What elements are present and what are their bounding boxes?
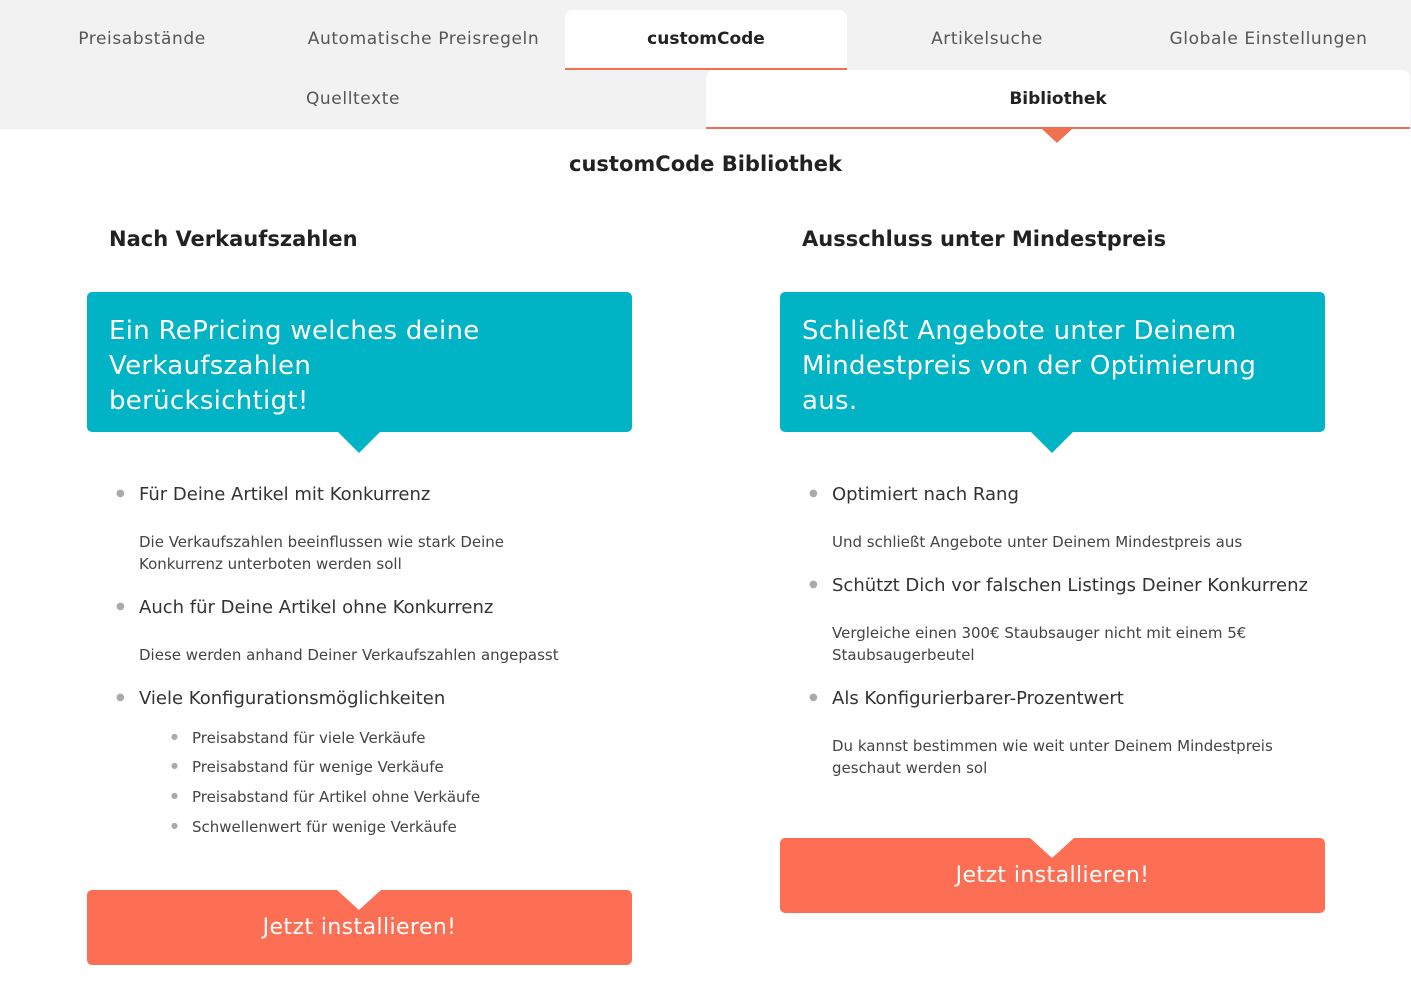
- right-teaser-arrow: [1030, 431, 1074, 453]
- right-feature-3-desc: Du kannst bestimmen wie weit unter Deinem Mindestpreis geschaut werden sol: [832, 737, 1273, 777]
- right-teaser-text: Schließt Angebote unter Deinem Mindestpreis von der Optimierung aus.: [802, 316, 1257, 416]
- left-feature-2-desc: Diese werden anhand Deiner Verkaufszahlen angepasst: [139, 646, 559, 664]
- tab-bibliothek[interactable]: Bibliothek: [706, 70, 1410, 129]
- left-card-title: Nach Verkaufszahlen: [109, 227, 358, 251]
- left-sub-item: ● Preisabstand für viele Verkäufe: [171, 729, 426, 747]
- left-feature-1: ● Für Deine Artikel mit Konkurrenz: [116, 484, 431, 505]
- right-feature-2: ● Schützt Dich vor falschen Listings Deiner Konkurrenz: [809, 575, 1308, 596]
- left-feature-2: ● Auch für Deine Artikel ohne Konkurrenz: [116, 597, 494, 618]
- left-install-label: Jetzt installieren!: [262, 915, 457, 940]
- active-tab-indicator: [1042, 129, 1072, 143]
- tab-quelltexte[interactable]: Quelltexte: [305, 89, 401, 109]
- right-feature-3: ● Als Konfigurierbarer-Prozentwert: [809, 688, 1124, 709]
- tab-preisabstaende[interactable]: Preisabstände: [78, 29, 206, 49]
- tab-automatische-preisregeln[interactable]: Automatische Preisregeln: [307, 29, 540, 49]
- left-sub-item: ● Schwellenwert für wenige Verkäufe: [171, 818, 457, 836]
- tab-customcode[interactable]: customCode: [565, 10, 847, 70]
- left-feature-1-desc: Die Verkaufszahlen beeinflussen wie stark Deine Konkurrenz unterboten werden soll: [139, 533, 505, 573]
- tab-globale-einstellungen[interactable]: Globale Einstellungen: [1169, 29, 1368, 49]
- right-feature-2-desc: Vergleiche einen 300€ Staubsauger nicht mit einem 5€ Staubsaugerbeutel: [832, 624, 1247, 664]
- right-feature-1-desc: Und schließt Angebote unter Deinem Mindestpreis aus: [832, 533, 1243, 551]
- right-button-notch: [1030, 838, 1074, 858]
- right-feature-1: ● Optimiert nach Rang: [809, 484, 1019, 505]
- left-teaser-arrow: [337, 431, 381, 453]
- tab-artikelsuche[interactable]: Artikelsuche: [931, 29, 1043, 49]
- left-button-notch: [337, 890, 381, 910]
- left-feature-3: ● Viele Konfigurationsmöglichkeiten: [116, 688, 446, 709]
- right-install-button[interactable]: [780, 838, 1325, 913]
- right-install-label: Jetzt installieren!: [955, 863, 1150, 888]
- right-card-title: Ausschluss unter Mindestpreis: [802, 227, 1167, 251]
- left-install-button[interactable]: [87, 890, 632, 965]
- right-teaser: [780, 292, 1325, 432]
- left-sub-item: ● Preisabstand für Artikel ohne Verkäufe: [171, 788, 481, 806]
- left-teaser-text: Ein RePricing welches deine Verkaufszahlen berücksichtigt!: [109, 316, 480, 416]
- page-title: customCode Bibliothek: [569, 152, 842, 176]
- left-sub-item: ● Preisabstand für wenige Verkäufe: [171, 758, 444, 776]
- left-teaser: [87, 292, 632, 432]
